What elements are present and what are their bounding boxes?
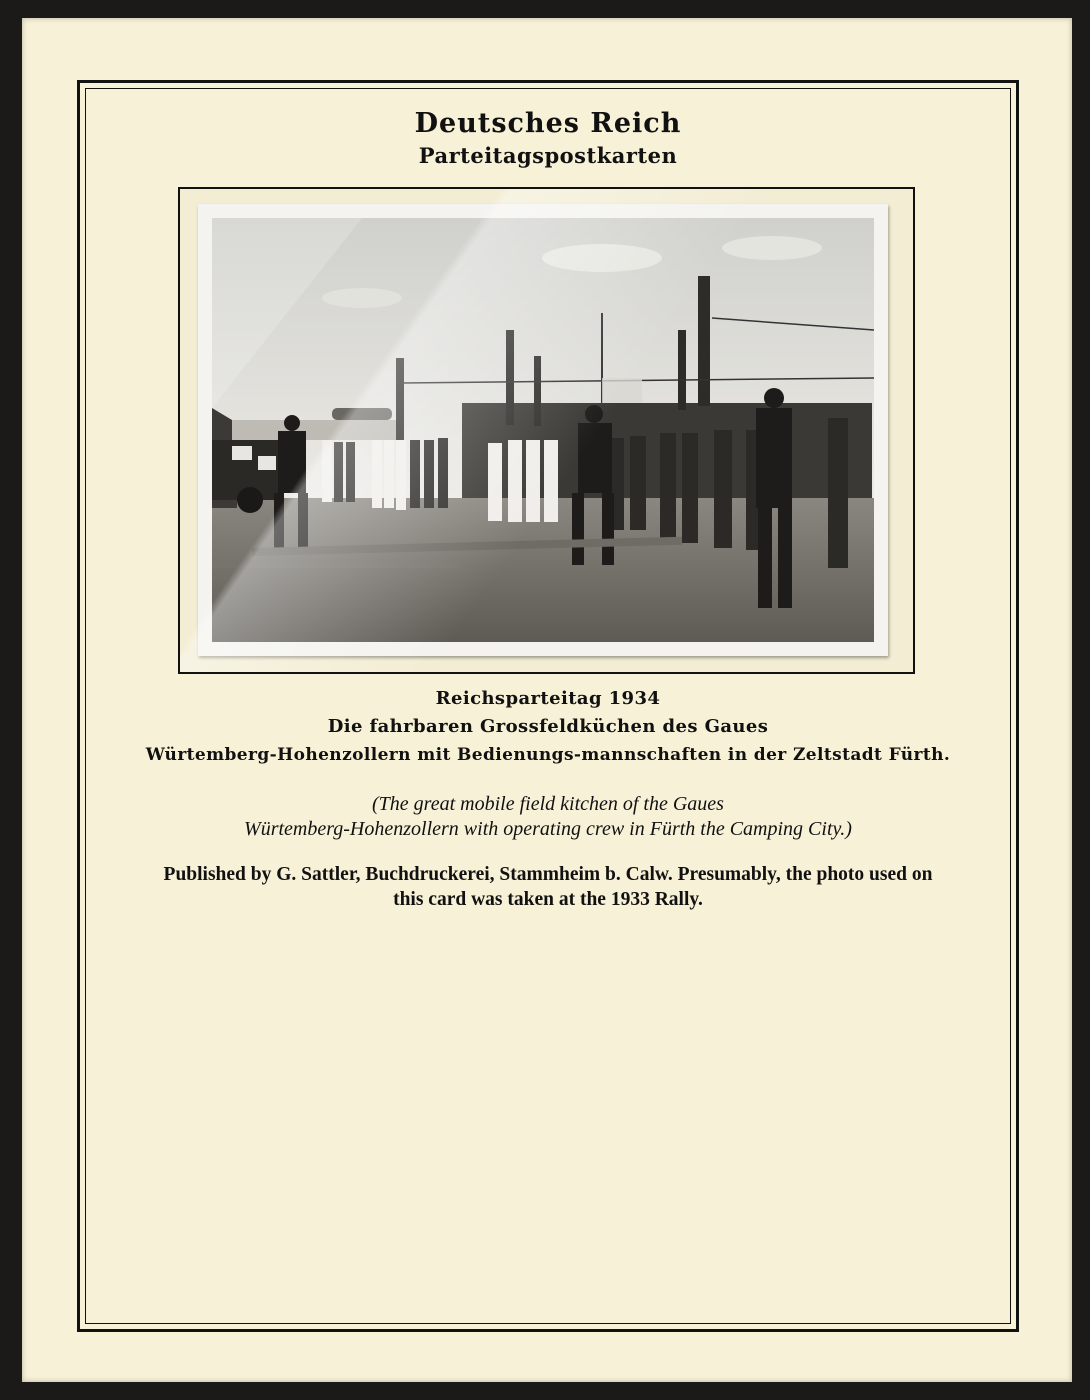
caption-english [86,792,1010,842]
publisher-note: Published by G. Sattler, Buchdruckerei, Stammheim b. Calw. Presumably, the photo used on this card was taken at the 1933 Rally. [163,864,933,910]
page-header [86,107,1010,171]
ground [212,498,874,642]
truck-wheel [237,487,263,513]
photo-mount [178,187,915,674]
chimney [396,358,404,448]
chimney [698,276,710,406]
page-title: Deutsches Reich [414,108,682,139]
album-page [22,18,1072,1382]
caption-english-line1: (The great mobile field kitchen of the Gaues [372,793,724,815]
tree-line [332,408,392,420]
caption-german [86,685,1010,769]
chimney [506,330,514,425]
cloud [542,244,662,272]
board [212,562,462,568]
page-border-inner [85,88,1011,1324]
cloud [722,236,822,260]
cloud [322,288,402,308]
chimney [678,330,686,410]
truck-sign [258,456,276,470]
caption-german-line2: Die fahrbaren Grossfeldküchen des Gaues [327,716,769,737]
caption-german-line1: Reichsparteitag 1934 [435,688,661,709]
postcard-photo [212,218,874,642]
postcard [198,204,888,656]
chimney [534,356,541,426]
caption-german-line3: Würtemberg-Hohenzollern mit Bedienungs-mannschaften in der Zeltstadt Fürth. [145,745,951,765]
page-subtitle: Parteitagspostkarten [418,143,678,168]
caption-english-line2: Würtemberg-Hohenzollern with operating crew in Fürth the Camping City.) [244,818,852,840]
steam [602,378,642,403]
page-border-outer [77,80,1019,1332]
truck-sign [232,446,252,460]
tent [232,420,402,440]
